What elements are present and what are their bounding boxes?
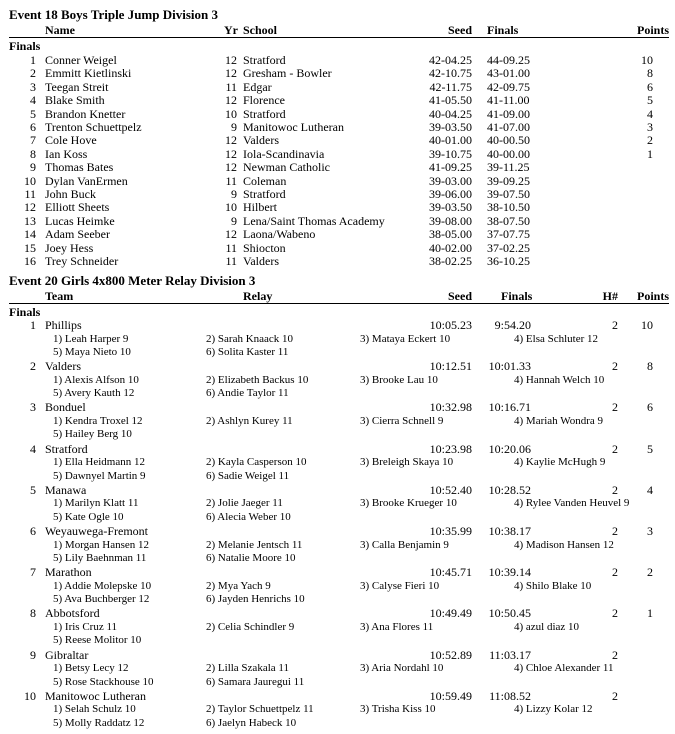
relay-member: 4) Mariah Wondra 9 [514, 414, 604, 427]
row-school: Coleman [243, 173, 287, 188]
row-seed: 40-02.00 [429, 240, 472, 255]
row-year: 11 [225, 79, 237, 94]
row-finals: 38-10.50 [487, 200, 530, 215]
relay-member: 1) Selah Schulz 10 [53, 703, 136, 716]
relay-member: 2) Ashlyn Kurey 11 [206, 414, 293, 427]
row-school: Stratford [243, 106, 286, 121]
relay-heat: 2 [612, 318, 618, 332]
row-athlete-name: Teegan Streit [45, 79, 109, 94]
relay-heat: 2 [612, 647, 618, 662]
relay-points: 6 [647, 400, 653, 415]
col-header-points-relay: Points [636, 289, 669, 303]
relay-member: 2) Taylor Schuettpelz 11 [206, 703, 314, 716]
relay-place: 4 [30, 441, 36, 456]
row-year: 12 [225, 53, 237, 67]
relay-place: 8 [30, 606, 36, 621]
relay-member: 6) Natalie Moore 10 [206, 552, 296, 564]
row-place: 3 [30, 79, 36, 94]
relay-member: 3) Aria Nordahl 10 [360, 662, 444, 675]
row-finals: 41-09.00 [487, 106, 530, 121]
relay-seed: 10:45.71 [429, 565, 472, 580]
row-place: 2 [30, 66, 36, 81]
relay-member: 2) Elizabeth Backus 10 [206, 373, 309, 386]
row-seed: 39-03.00 [429, 173, 472, 188]
row-year: 10 [225, 106, 237, 121]
event-18-title: Event 18 Boys Triple Jump Division 3 [9, 7, 218, 22]
relay-member: 5) Ava Buchberger 12 [53, 593, 150, 606]
relay-team: Stratford [45, 441, 88, 456]
col-header-seed-relay: Seed [448, 289, 472, 303]
row-finals: 44-09.25 [487, 53, 530, 67]
relay-member: 1) Marilyn Klatt 11 [53, 497, 139, 510]
relay-seed: 10:23.98 [429, 441, 472, 456]
relay-member: 1) Kendra Troxel 12 [53, 414, 143, 427]
row-athlete-name: Brandon Knetter [45, 106, 126, 121]
header-rule-relay [9, 303, 669, 304]
row-seed: 42-11.75 [429, 79, 472, 94]
col-header-name: Name [45, 23, 75, 37]
row-finals: 39-07.50 [487, 187, 530, 201]
row-points: 4 [647, 106, 653, 121]
relay-member: 4) Lizzy Kolar 12 [514, 703, 593, 716]
row-points: 1 [647, 146, 653, 161]
row-place: 5 [30, 106, 36, 121]
relay-heat: 2 [612, 524, 618, 538]
row-school: Laona/Wabeno [243, 227, 316, 242]
row-athlete-name: Adam Seeber [45, 227, 110, 242]
row-athlete-name: Dylan VanErmen [45, 173, 128, 188]
row-seed: 39-03.50 [429, 200, 472, 215]
row-place: 16 [24, 254, 36, 268]
row-athlete-name: Trenton Schuettpelz [45, 120, 142, 134]
row-seed: 39-06.00 [429, 187, 472, 201]
col-header-finals-relay: Finals [501, 289, 533, 303]
relay-place: 7 [30, 565, 36, 580]
col-header-yr: Yr [224, 23, 238, 37]
relay-member: 3) Breleigh Skaya 10 [360, 456, 454, 469]
relay-member: 3) Ana Flores 11 [360, 620, 434, 633]
relay-finals: 10:20.06 [488, 441, 531, 456]
row-place: 14 [24, 227, 36, 242]
row-finals: 40-00.50 [487, 133, 530, 148]
relay-seed: 10:52.89 [429, 647, 472, 662]
relay-team: Phillips [45, 318, 82, 332]
relay-member: 2) Kayla Casperson 10 [206, 456, 307, 469]
row-year: 9 [231, 187, 237, 201]
relay-heat: 2 [612, 400, 618, 415]
row-school: Stratford [243, 53, 286, 67]
relay-seed: 10:52.40 [429, 482, 472, 497]
row-year: 11 [225, 240, 237, 255]
relay-seed: 10:05.23 [429, 318, 472, 332]
row-finals: 41-07.00 [487, 120, 530, 134]
row-finals: 39-09.25 [487, 173, 530, 188]
relay-member: 3) Calla Benjamin 9 [360, 538, 449, 551]
relay-place: 9 [30, 647, 36, 662]
relay-member: 4) Kaylie McHugh 9 [514, 456, 606, 469]
relay-member: 1) Leah Harper 9 [53, 332, 129, 345]
row-school: Florence [243, 93, 285, 108]
row-school: Shiocton [243, 240, 286, 255]
col-header-school: School [243, 23, 278, 37]
row-finals: 36-10.25 [487, 254, 530, 268]
row-finals: 39-11.25 [487, 160, 530, 175]
row-school: Stratford [243, 187, 286, 201]
relay-heat: 2 [612, 441, 618, 456]
row-points: 3 [647, 120, 653, 134]
col-header-finals: Finals [487, 23, 519, 37]
relay-team: Bonduel [45, 400, 86, 415]
row-points: 5 [647, 93, 653, 108]
row-athlete-name: Ian Koss [45, 146, 88, 161]
row-year: 12 [225, 227, 237, 242]
relay-finals: 10:16.71 [488, 400, 531, 415]
row-athlete-name: Thomas Bates [45, 160, 114, 175]
relay-member: 4) Rylee Vanden Heuvel 9 [514, 497, 630, 510]
relay-member: 2) Lilla Szakala 11 [206, 662, 289, 675]
relay-member: 5) Lily Baehnman 11 [53, 552, 147, 564]
relay-heat: 2 [612, 482, 618, 497]
relay-finals: 11:03.17 [489, 647, 531, 662]
event-20-title: Event 20 Girls 4x800 Meter Relay Division 3 [9, 273, 256, 288]
row-athlete-name: Cole Hove [45, 133, 97, 148]
row-year: 9 [231, 120, 237, 134]
relay-heat: 2 [612, 688, 618, 703]
relay-team: Gibraltar [45, 647, 89, 662]
relay-member: 1) Morgan Hansen 12 [53, 538, 150, 551]
row-finals: 41-11.00 [487, 93, 530, 108]
relay-member: 5) Reese Molitor 10 [53, 634, 142, 647]
relay-points: 10 [641, 318, 653, 332]
relay-member: 2) Celia Schindler 9 [206, 620, 295, 633]
row-school: Hilbert [243, 200, 277, 215]
relay-points: 8 [647, 359, 653, 374]
col-header-relay: Relay [243, 289, 273, 303]
row-finals: 40-00.00 [487, 146, 530, 161]
relay-member: 3) Trisha Kiss 10 [360, 703, 436, 716]
relay-finals: 11:08.52 [489, 688, 531, 703]
relay-member: 4) Hannah Welch 10 [514, 373, 605, 386]
col-header-points: Points [636, 23, 669, 37]
row-year: 9 [231, 213, 237, 228]
row-seed: 39-03.50 [429, 120, 472, 134]
relay-member: 4) Shilo Blake 10 [514, 579, 592, 592]
row-place: 4 [30, 93, 36, 108]
header-rule [9, 37, 669, 38]
row-year: 12 [225, 66, 237, 81]
relay-place: 3 [30, 400, 36, 415]
col-header-heat: H# [602, 289, 618, 303]
row-place: 15 [24, 240, 36, 255]
row-athlete-name: Emmitt Kietlinski [45, 66, 132, 81]
relay-finals: 10:01.33 [488, 359, 531, 374]
row-place: 10 [24, 173, 36, 188]
relay-member: 6) Andie Taylor 11 [206, 387, 289, 400]
relay-member: 5) Avery Kauth 12 [53, 387, 135, 400]
row-place: 11 [24, 187, 36, 201]
relay-team: Manitowoc Lutheran [45, 688, 146, 703]
relay-member: 2) Melanie Jentsch 11 [206, 538, 303, 551]
relay-member: 3) Calyse Fieri 10 [360, 579, 440, 592]
relay-points: 3 [647, 524, 653, 538]
row-school: Iola-Scandinavia [243, 146, 325, 161]
relay-member: 4) Chloe Alexander 11 [514, 662, 614, 675]
relay-member: 5) Hailey Berg 10 [53, 428, 132, 441]
relay-place: 2 [30, 359, 36, 374]
relay-member: 1) Addie Molepske 10 [53, 579, 152, 592]
row-seed: 38-05.00 [429, 227, 472, 242]
row-finals: 43-01.00 [487, 66, 530, 81]
row-athlete-name: Conner Weigel [45, 53, 117, 67]
relay-seed: 10:49.49 [429, 606, 472, 621]
relay-member: 4) Madison Hansen 12 [514, 538, 614, 551]
relay-member: 2) Sarah Knaack 10 [206, 332, 294, 345]
relay-team: Manawa [45, 482, 87, 497]
row-athlete-name: Joey Hess [45, 240, 94, 255]
row-school: Gresham - Bowler [243, 66, 332, 81]
col-header-seed: Seed [448, 23, 472, 37]
relay-place: 5 [30, 482, 36, 497]
relay-member: 6) Alecia Weber 10 [206, 510, 291, 523]
relay-member: 4) azul diaz 10 [514, 620, 580, 633]
relay-seed: 10:35.99 [429, 524, 472, 538]
row-seed: 39-10.75 [429, 146, 472, 161]
row-place: 9 [30, 160, 36, 175]
row-points: 6 [647, 79, 653, 94]
relay-member: 6) Jayden Henrichs 10 [206, 593, 305, 606]
relay-heat: 2 [612, 359, 618, 374]
finals-section-label: Finals [9, 39, 41, 53]
relay-member: 4) Elsa Schluter 12 [514, 332, 599, 345]
relay-team: Abbotsford [45, 606, 100, 621]
relay-points: 2 [647, 565, 653, 580]
row-place: 8 [30, 146, 36, 161]
relay-member: 1) Ella Heidmann 12 [53, 456, 145, 469]
row-year: 10 [225, 200, 237, 215]
row-school: Newman Catholic [243, 160, 330, 175]
row-seed: 41-09.25 [429, 160, 472, 175]
finals-section-label-relay: Finals [9, 305, 41, 319]
relay-finals: 10:50.45 [488, 606, 531, 621]
row-school: Valders [243, 133, 279, 148]
row-school: Lena/Saint Thomas Academy [243, 213, 385, 228]
row-school: Manitowoc Lutheran [243, 120, 344, 134]
row-seed: 42-04.25 [429, 53, 472, 67]
row-athlete-name: Elliott Sheets [45, 200, 110, 215]
relay-member: 6) Sadie Weigel 11 [206, 469, 290, 482]
row-seed: 39-08.00 [429, 213, 472, 228]
row-year: 11 [225, 254, 237, 268]
relay-member: 5) Maya Nieto 10 [53, 346, 131, 358]
col-header-team: Team [45, 289, 74, 303]
relay-member: 5) Dawnyel Martin 9 [53, 469, 146, 482]
relay-place: 1 [30, 318, 36, 332]
relay-member: 3) Mataya Eckert 10 [360, 332, 451, 345]
relay-points: 5 [647, 441, 653, 456]
row-seed: 40-01.00 [429, 133, 472, 148]
relay-member: 1) Iris Cruz 11 [53, 620, 118, 633]
relay-team: Weyauwega-Fremont [45, 524, 148, 538]
row-place: 12 [24, 200, 36, 215]
row-athlete-name: John Buck [45, 187, 96, 201]
row-place: 1 [30, 53, 36, 67]
row-school: Valders [243, 254, 279, 268]
relay-member: 5) Molly Raddatz 12 [53, 716, 145, 729]
row-points: 2 [647, 133, 653, 148]
row-seed: 41-05.50 [429, 93, 472, 108]
relay-seed: 10:12.51 [429, 359, 472, 374]
relay-seed: 10:32.98 [429, 400, 472, 415]
relay-points: 4 [647, 482, 653, 497]
relay-member: 6) Solita Kaster 11 [206, 346, 289, 358]
row-athlete-name: Lucas Heimke [45, 213, 115, 228]
row-year: 12 [225, 146, 237, 161]
relay-member: 5) Kate Ogle 10 [53, 510, 124, 523]
row-year: 12 [225, 133, 237, 148]
relay-member: 2) Jolie Jaeger 11 [206, 497, 283, 510]
row-year: 12 [225, 160, 237, 175]
relay-seed: 10:59.49 [429, 688, 472, 703]
row-seed: 40-04.25 [429, 106, 472, 121]
row-school: Edgar [243, 79, 272, 94]
relay-member: 3) Cierra Schnell 9 [360, 414, 444, 427]
row-points: 8 [647, 66, 653, 81]
relay-finals: 9:54.20 [494, 318, 531, 332]
relay-heat: 2 [612, 565, 618, 580]
relay-team: Valders [45, 359, 81, 374]
relay-finals: 10:39.14 [488, 565, 531, 580]
relay-member: 6) Samara Jauregui 11 [206, 675, 305, 688]
row-points: 10 [641, 53, 653, 67]
relay-place: 10 [24, 688, 36, 703]
row-finals: 42-09.75 [487, 79, 530, 94]
relay-place: 6 [30, 524, 36, 538]
relay-member: 3) Brooke Krueger 10 [360, 497, 457, 510]
relay-member: 2) Mya Yach 9 [206, 579, 271, 592]
relay-finals: 10:38.17 [488, 524, 531, 538]
row-seed: 42-10.75 [429, 66, 472, 81]
relay-member: 3) Brooke Lau 10 [360, 373, 438, 386]
relay-member: 1) Alexis Alfson 10 [53, 373, 139, 386]
relay-heat: 2 [612, 606, 618, 621]
relay-member: 1) Betsy Lecy 12 [53, 662, 129, 675]
row-finals: 37-07.75 [487, 227, 530, 242]
row-finals: 37-02.25 [487, 240, 530, 255]
relay-member: 5) Rose Stackhouse 10 [53, 675, 154, 688]
row-year: 11 [225, 173, 237, 188]
row-seed: 38-02.25 [429, 254, 472, 268]
row-place: 7 [30, 133, 36, 148]
row-year: 12 [225, 93, 237, 108]
relay-team: Marathon [45, 565, 92, 580]
row-place: 13 [24, 213, 36, 228]
relay-member: 6) Jaelyn Habeck 10 [206, 716, 297, 729]
relay-points: 1 [647, 606, 653, 621]
row-place: 6 [30, 120, 36, 134]
row-athlete-name: Trey Schneider [45, 254, 119, 268]
row-athlete-name: Blake Smith [45, 93, 105, 108]
row-finals: 38-07.50 [487, 213, 530, 228]
relay-finals: 10:28.52 [488, 482, 531, 497]
